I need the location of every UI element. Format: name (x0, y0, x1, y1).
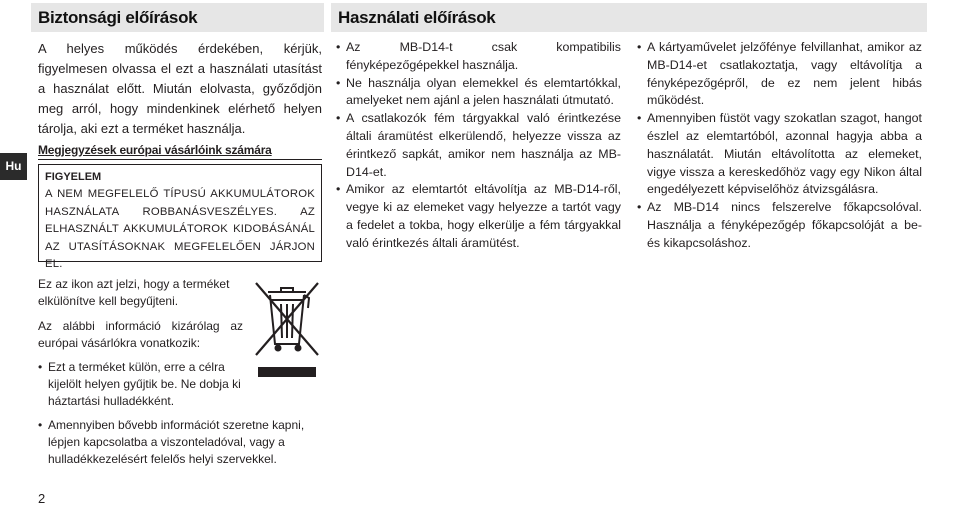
list-item: • Amennyiben füstöt vagy szokatlan szagot, hangot észlel az elemtartóból, azonnal hagyja abba a használatát. Miután eltávolította az elemeket, vigye vissza a kereskedőhöz vagy egy Nikon által engedélyezett képviselőhöz átvizsgálásra. (637, 110, 922, 199)
usage-list-2 (637, 39, 922, 253)
crossed-out-wheelie-bin-icon (251, 278, 323, 378)
warning-title: FIGYELEM (45, 171, 102, 183)
warning-box (38, 164, 322, 270)
warning-text: A NEM MEGFELELŐ TÍPUSÚ AKKUMULÁTOROK HASZNÁLATA ROBBANÁSVESZÉLYES. AZ ELHASZNÁLT AKKUMULÁTOROK KIDOBÁSÁNÁL AZ UTASÍTÁSOKNAK MEGFELELŐEN JÁRJON EL. (45, 188, 315, 270)
language-tab: Hu (0, 153, 27, 180)
list-item: • Amennyiben bővebb információt szeretne kapni, lépjen kapcsolatba a viszonteladóval, vagy a hulladékkezelésért felelős helyi szervekkel. (38, 417, 322, 468)
list-item: • Az MB-D14-t csak kompatibilis fényképezőgépekkel használja. (336, 39, 621, 75)
list-item: • Ezt a terméket külön, erre a célra kijelölt helyen gyűjtik be. Ne dobja ki háztartási hulladékként. (38, 359, 243, 410)
list-item: • A kártyaművelet jelzőfénye felvillanhat, amikor az MB-D14-et csatlakoztatja, vagy eltávolítja a fényképezőgépről, de ez nem jelent hibás működést. (637, 39, 922, 110)
usage-list-1 (336, 39, 621, 253)
eu-info-text: Az alábbi információ kizárólag az európai vásárlókra vonatkozik: (38, 319, 243, 350)
list-item: • Amikor az elemtartót eltávolítja az MB-D14-ről, vegye ki az elemeket vagy helyezze a tartót vagy a fedelet a tokba, hogy elkerülje a fém tárgyakkal való érintkezés általi áramütést. (336, 181, 621, 252)
list-item: • A csatlakozók fém tárgyakkal való érintkezése általi áramütést elkerülendő, helyezze vissza az érintkező sapkát, amikor nem használja az MB-D14-et. (336, 110, 621, 181)
safety-header: Biztonsági előírások (31, 3, 324, 32)
icon-explanation: Ez az ikon azt jelzi, hogy a terméket elkülönítve kell begyűjteni. (38, 277, 230, 308)
intro-paragraph: A helyes működés érdekében, kérjük, figyelmesen olvassa el ezt a használati utasítást a használat előtt. Miután elolvasta, győződjön meg arról, hogy mindenkinek elérhető helyen tárolja, aki ezt a terméket használja. (38, 41, 322, 136)
list-item: • Az MB-D14 nincs felszerelve főkapcsolóval. Használja a fényképezőgép főkapcsolóját a be- és kikapcsoláshoz. (637, 199, 922, 252)
page-number: 2 (38, 491, 46, 506)
list-item: • Ne használja olyan elemekkel és elemtartókkal, amelyeket nem ajánl a jelen használati útmutató. (336, 75, 621, 111)
usage-header: Használati előírások (331, 3, 927, 32)
european-notes-title: Megjegyzések európai vásárlóink számára (38, 142, 322, 160)
